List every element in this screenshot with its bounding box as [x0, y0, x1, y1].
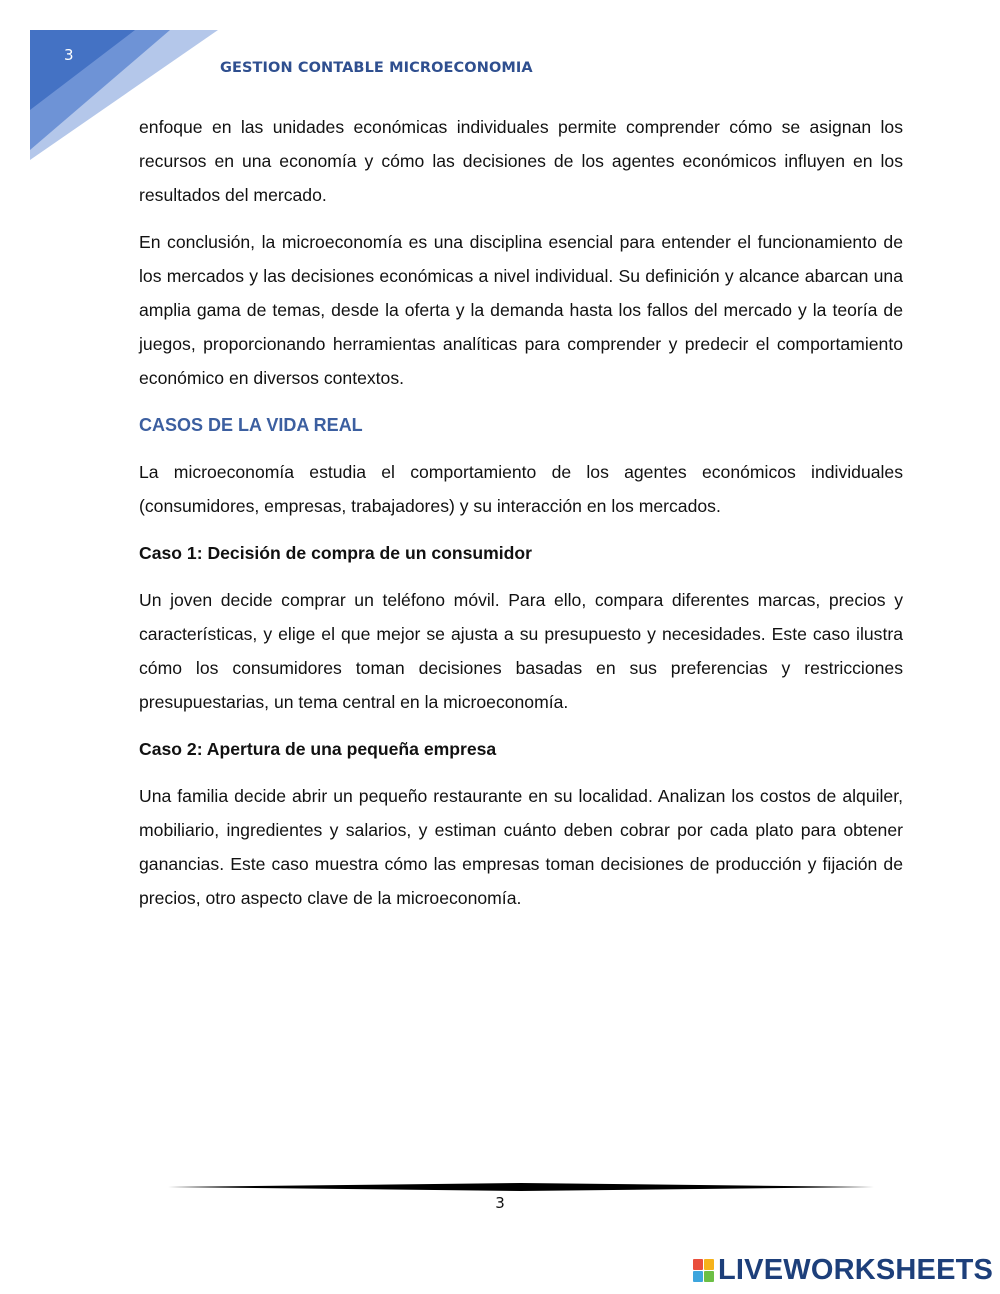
liveworksheets-logo-icon	[693, 1259, 714, 1282]
section-heading-casos: CASOS DE LA VIDA REAL	[139, 415, 363, 435]
page-body	[139, 110, 903, 928]
paragraph-intro-casos: La microeconomía estudia el comportamiento de los agentes económicos individuales (consumidores, empresas, trabajadores) y su interacción en los mercados.	[139, 462, 903, 516]
document-header-title: GESTION CONTABLE MICROECONOMIA	[220, 60, 533, 76]
footer-divider	[168, 1181, 874, 1193]
brand-name: LIVEWORKSHEETS	[718, 1253, 994, 1286]
liveworksheets-brand[interactable]	[693, 1254, 993, 1286]
paragraph-enfoque: enfoque en las unidades económicas individuales permite comprender cómo se asignan los recursos en una economía y cómo las decisiones de los agentes económicos influyen en los resultados del mercado.	[139, 117, 903, 205]
case-1-heading: Caso 1: Decisión de compra de un consumidor	[139, 543, 533, 563]
paragraph-conclusion: En conclusión, la microeconomía es una disciplina esencial para entender el funcionamiento de los mercados y las decisiones económicas a nivel individual. Su definición y alcance abarcan una amplia gama de temas, desde la oferta y la demanda hasta los fallos del mercado y la teoría de juegos, proporcionando herramientas analíticas para comprender y predecir el comportamiento económico en diversos contextos.	[139, 232, 903, 388]
case-2-heading: Caso 2: Apertura de una pequeña empresa	[139, 739, 497, 759]
footer-page-number: 3	[495, 1194, 505, 1212]
case-1-text: Un joven decide comprar un teléfono móvil. Para ello, compara diferentes marcas, precios y características, y elige el que mejor se ajusta a su presupuesto y necesidades. Este caso ilustra cómo los consumidores toman decisiones basadas en sus preferencias y restricciones presupuestarias, un tema central en la microeconomía.	[139, 590, 903, 712]
case-2-text: Una familia decide abrir un pequeño restaurante en su localidad. Analizan los costos de alquiler, mobiliario, ingredientes y salarios, y estiman cuánto deben cobrar por cada plato para obtener ganancias. Este caso muestra cómo las empresas toman decisiones de producción y fijación de precios, otro aspecto clave de la microeconomía.	[139, 786, 903, 908]
header-page-number: 3	[64, 46, 74, 64]
